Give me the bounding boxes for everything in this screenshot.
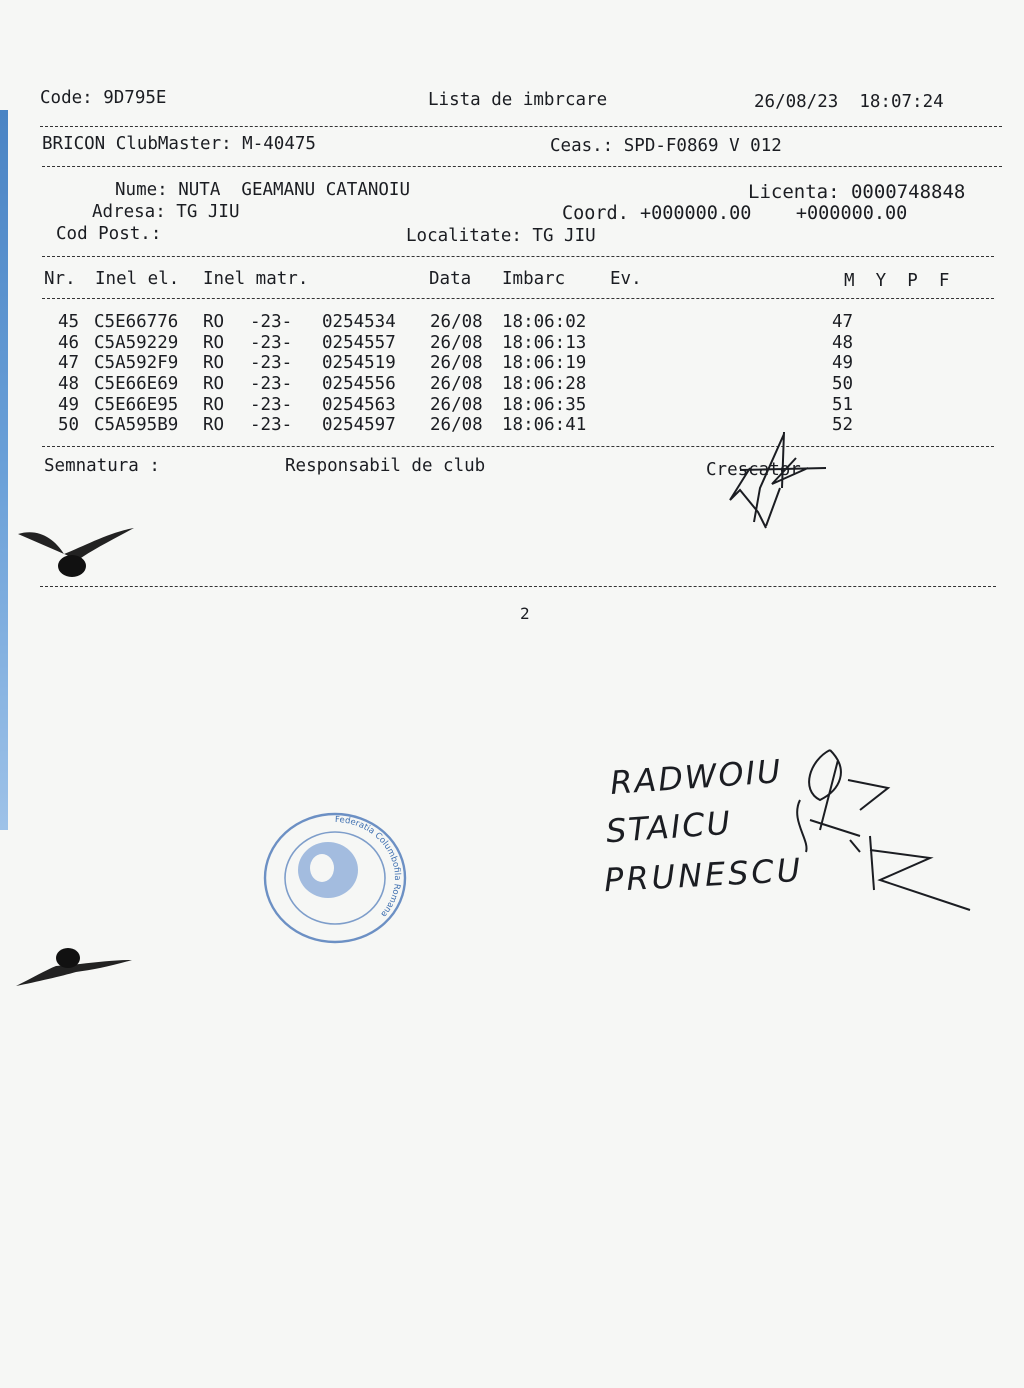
cell-time: 18:06:19	[502, 353, 587, 373]
owner-address: Adresa: TG JIU	[92, 202, 240, 222]
handwritten-name-1: RADWOIU	[608, 752, 784, 802]
cell-matr: 0254563	[322, 395, 396, 415]
postal-code: Cod Post.:	[56, 224, 162, 244]
cell-nr: 49	[58, 395, 80, 415]
scan-left-edge	[0, 110, 8, 830]
cell-matr: 0254597	[322, 415, 396, 435]
cell-year: -23-	[250, 374, 293, 394]
cell-country: RO	[203, 395, 225, 415]
breeder-signature	[700, 428, 840, 534]
cell-time: 18:06:41	[502, 415, 587, 435]
table-row	[58, 415, 854, 435]
license-number: Licenta: 0000748848	[748, 181, 966, 203]
divider	[42, 256, 994, 257]
cell-m: 50	[832, 374, 854, 394]
cell-inel-el: C5A592F9	[94, 353, 179, 373]
cell-matr: 0254519	[322, 353, 396, 373]
stamp-seal-icon	[262, 812, 408, 946]
table-row	[58, 353, 854, 373]
divider	[42, 298, 994, 299]
cell-year: -23-	[250, 353, 293, 373]
divider	[40, 126, 1002, 127]
cell-time: 18:06:28	[502, 374, 587, 394]
divider	[40, 586, 996, 587]
locality: Localitate: TG JIU	[406, 226, 596, 246]
cell-m: 49	[832, 353, 854, 373]
cell-m: 48	[832, 333, 854, 353]
table-row	[58, 374, 854, 394]
cell-nr: 47	[58, 353, 80, 373]
cell-date: 26/08	[430, 353, 483, 373]
cell-inel-el: C5A59229	[94, 333, 179, 353]
table-row	[58, 312, 854, 332]
cell-inel-el: C5E66E95	[94, 395, 179, 415]
divider	[42, 446, 994, 447]
cell-date: 26/08	[430, 333, 483, 353]
club-master: BRICON ClubMaster: M-40475	[42, 134, 316, 154]
cell-nr: 48	[58, 374, 80, 394]
cell-year: -23-	[250, 395, 293, 415]
cell-time: 18:06:13	[502, 333, 587, 353]
cell-time: 18:06:35	[502, 395, 587, 415]
cell-date: 26/08	[430, 312, 483, 332]
handwritten-name-3: PRUNESCU	[603, 850, 805, 900]
cell-nr: 46	[58, 333, 80, 353]
table-row	[58, 395, 854, 415]
col-inel-el: Inel el.	[95, 269, 180, 289]
cell-year: -23-	[250, 415, 293, 435]
clock-id: Ceas.: SPD-F0869 V 012	[550, 136, 782, 156]
cell-inel-el: C5E66E69	[94, 374, 179, 394]
cell-nr: 45	[58, 312, 80, 332]
col-inel-matr: Inel matr.	[203, 269, 309, 289]
cell-matr: 0254556	[322, 374, 396, 394]
bird-icon	[12, 940, 136, 992]
cell-year: -23-	[250, 312, 293, 332]
cell-country: RO	[203, 374, 225, 394]
handwritten-name-2: STAICU	[604, 803, 734, 851]
cell-country: RO	[203, 415, 225, 435]
cell-date: 26/08	[430, 395, 483, 415]
col-mypf: M Y P F	[844, 271, 950, 291]
col-ev: Ev.	[610, 269, 642, 289]
cell-inel-el: C5E66776	[94, 312, 179, 332]
cell-m: 52	[832, 415, 854, 435]
owner-name: Nume: NUTA GEAMANU CATANOIU	[115, 180, 411, 200]
divider	[42, 166, 1002, 167]
cell-date: 26/08	[430, 415, 483, 435]
cell-inel-el: C5A595B9	[94, 415, 179, 435]
club-responsible-label: Responsabil de club	[285, 456, 486, 476]
cell-country: RO	[203, 312, 225, 332]
cell-nr: 50	[58, 415, 80, 435]
signature-label: Semnatura :	[44, 456, 160, 476]
cell-country: RO	[203, 353, 225, 373]
col-data: Data	[429, 269, 472, 289]
breeder-label: Crescator	[706, 460, 801, 480]
coordinates: Coord. +000000.00 +000000.00	[562, 203, 908, 224]
print-datetime: 26/08/23 18:07:24	[754, 92, 944, 112]
cell-time: 18:06:02	[502, 312, 587, 332]
document-title: Lista de imbrcare	[428, 90, 608, 110]
cell-country: RO	[203, 333, 225, 353]
cell-year: -23-	[250, 333, 293, 353]
committee-signatures	[760, 740, 990, 920]
cell-matr: 0254534	[322, 312, 396, 332]
page-number: 2	[520, 604, 530, 623]
cell-m: 51	[832, 395, 854, 415]
col-nr: Nr.	[44, 269, 76, 289]
code-label: Code: 9D795E	[40, 88, 167, 108]
bird-icon	[14, 520, 138, 584]
cell-matr: 0254557	[322, 333, 396, 353]
federation-stamp	[262, 812, 408, 946]
col-imbarc: Imbarc	[502, 269, 566, 289]
stamp-text: Federatia Columbofila Romana	[334, 814, 402, 919]
cell-date: 26/08	[430, 374, 483, 394]
table-row	[58, 333, 854, 353]
cell-m: 47	[832, 312, 854, 332]
